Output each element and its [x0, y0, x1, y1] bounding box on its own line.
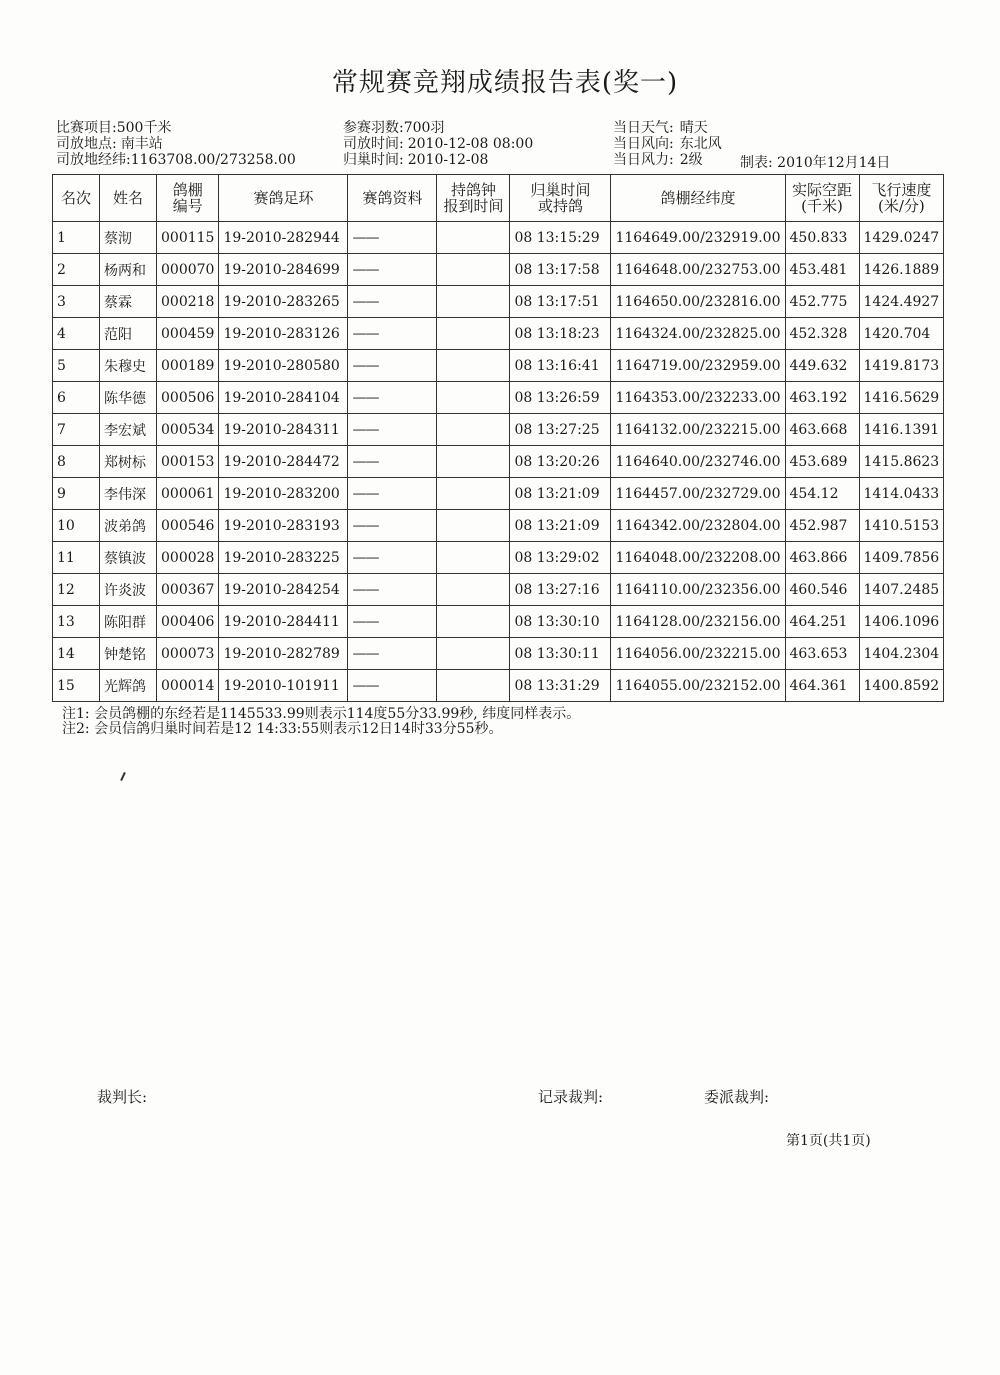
cell-distance: 464.251: [785, 606, 859, 638]
cell-coords: 1164342.00/232804.00: [611, 510, 785, 542]
cell-loft-id: 000028: [157, 542, 219, 574]
cell-speed: 1426.1889: [859, 254, 944, 286]
cell-coords: 1164128.00/232156.00: [611, 606, 785, 638]
cell-ring: 19-2010-284699: [219, 254, 348, 286]
header-line: 名次: [60, 189, 91, 207]
cell-return-time: 08 13:31:29: [510, 670, 611, 702]
cell-rank: 5: [53, 350, 100, 382]
info-row-release-coords: [56, 152, 296, 168]
cell-return-time: 08 13:21:09: [510, 510, 611, 542]
cell-coords: 1164719.00/232959.00: [611, 350, 785, 382]
info-row-wind-force: [613, 152, 722, 168]
cell-distance: 452.328: [785, 318, 859, 350]
cell-loft-id: 000073: [157, 638, 219, 670]
cell-info: ——: [348, 670, 437, 702]
table-row: [53, 318, 944, 350]
results-table: [52, 174, 944, 702]
cell-return-time: 08 13:30:11: [510, 638, 611, 670]
cell-speed: 1419.8173: [859, 350, 944, 382]
table-row: [53, 350, 944, 382]
cell-info: ——: [348, 638, 437, 670]
cell-coords: 1164056.00/232215.00: [611, 638, 785, 670]
chief-judge-label: 裁判长:: [97, 1088, 148, 1106]
cell-return-time: 08 13:27:25: [510, 414, 611, 446]
cell-name: 许炎波: [100, 574, 157, 606]
cell-rank: 8: [53, 446, 100, 478]
cell-speed: 1429.0247: [859, 222, 944, 254]
cell-speed: 1414.0433: [859, 478, 944, 510]
info-value: 2010-12-08 08:00: [407, 136, 534, 152]
pen-mark: [120, 772, 126, 781]
cell-rank: 11: [53, 542, 100, 574]
cell-ring: 19-2010-284104: [219, 382, 348, 414]
cell-rank: 13: [53, 606, 100, 638]
cell-rank: 2: [53, 254, 100, 286]
header-rank: [53, 175, 100, 222]
cell-name: 陈华德: [100, 382, 157, 414]
cell-name: 蔡霖: [100, 286, 157, 318]
cell-coords: 1164324.00/232825.00: [611, 318, 785, 350]
cell-speed: 1415.8623: [859, 446, 944, 478]
cell-distance: 463.866: [785, 542, 859, 574]
cell-clock: [437, 318, 510, 350]
info-label: 当日风向:: [613, 136, 674, 152]
cell-clock: [437, 638, 510, 670]
table-row: [53, 574, 944, 606]
cell-return-time: 08 13:27:16: [510, 574, 611, 606]
table-row: [53, 606, 944, 638]
cell-loft-id: 000189: [157, 350, 219, 382]
info-row-event: [56, 120, 296, 136]
cell-info: ——: [348, 254, 437, 286]
cell-ring: 19-2010-284411: [219, 606, 348, 638]
info-label: 司放地点:: [56, 136, 117, 152]
cell-loft-id: 000070: [157, 254, 219, 286]
cell-loft-id: 000506: [157, 382, 219, 414]
header-line: 实际空距: [791, 181, 852, 199]
cell-name: 范阳: [100, 318, 157, 350]
table-row: [53, 254, 944, 286]
page-number: 第1页(共1页): [786, 1133, 871, 1149]
cell-coords: 1164457.00/232729.00: [611, 478, 785, 510]
table-row: [53, 638, 944, 670]
cell-loft-id: 000218: [157, 286, 219, 318]
cell-ring: 19-2010-284254: [219, 574, 348, 606]
cell-rank: 6: [53, 382, 100, 414]
table-row: [53, 510, 944, 542]
cell-ring: 19-2010-283193: [219, 510, 348, 542]
header-line: 赛鸽资料: [362, 189, 423, 207]
cell-info: ——: [348, 446, 437, 478]
cell-return-time: 08 13:29:02: [510, 542, 611, 574]
cell-distance: 460.546: [785, 574, 859, 606]
cell-rank: 3: [53, 286, 100, 318]
cell-distance: 452.987: [785, 510, 859, 542]
info-value: 2010-12-08: [407, 152, 489, 168]
cell-rank: 4: [53, 318, 100, 350]
cell-speed: 1406.1096: [859, 606, 944, 638]
cell-ring: 19-2010-284472: [219, 446, 348, 478]
assigned-judge-label: 委派裁判:: [704, 1088, 770, 1106]
notes: [62, 707, 580, 737]
table-row: [53, 382, 944, 414]
cell-loft-id: 000534: [157, 414, 219, 446]
cell-return-time: 08 13:17:58: [510, 254, 611, 286]
table-header-row: [53, 175, 944, 222]
cell-ring: 19-2010-284311: [219, 414, 348, 446]
cell-rank: 7: [53, 414, 100, 446]
note-2: 注2: 会员信鸽归巢时间若是12 14:33:55则表示12日14时33分55秒。: [62, 721, 503, 737]
cell-ring: 19-2010-283126: [219, 318, 348, 350]
info-value: 南丰站: [120, 136, 163, 152]
header-line: (千米): [801, 197, 843, 215]
cell-speed: 1416.5629: [859, 382, 944, 414]
table-row: [53, 414, 944, 446]
cell-info: ——: [348, 414, 437, 446]
cell-ring: 19-2010-283265: [219, 286, 348, 318]
table-row: [53, 446, 944, 478]
cell-return-time: 08 13:26:59: [510, 382, 611, 414]
cell-info: ——: [348, 382, 437, 414]
cell-name: 波弟鸽: [100, 510, 157, 542]
cell-loft-id: 000367: [157, 574, 219, 606]
cell-distance: 450.833: [785, 222, 859, 254]
cell-speed: 1420.704: [859, 318, 944, 350]
cell-clock: [437, 670, 510, 702]
cell-return-time: 08 13:21:09: [510, 478, 611, 510]
cell-speed: 1407.2485: [859, 574, 944, 606]
cell-name: 郑树标: [100, 446, 157, 478]
header-distance: [785, 175, 859, 222]
cell-return-time: 08 13:30:10: [510, 606, 611, 638]
info-label: 比赛项目:: [56, 120, 117, 136]
cell-clock: [437, 414, 510, 446]
table-row: [53, 670, 944, 702]
cell-distance: 452.775: [785, 286, 859, 318]
cell-info: ——: [348, 542, 437, 574]
cell-ring: 19-2010-101911: [219, 670, 348, 702]
cell-rank: 1: [53, 222, 100, 254]
cell-distance: 463.668: [785, 414, 859, 446]
recording-judge-label: 记录裁判:: [538, 1088, 604, 1106]
cell-clock: [437, 382, 510, 414]
cell-info: ——: [348, 478, 437, 510]
info-row-release-time: [343, 136, 533, 152]
info-block-left: [56, 120, 296, 168]
cell-ring: 19-2010-282789: [219, 638, 348, 670]
cell-return-time: 08 13:18:23: [510, 318, 611, 350]
table-row: [53, 478, 944, 510]
info-label: 司放时间:: [343, 136, 404, 152]
header-line: 报到时间: [443, 197, 504, 215]
info-block-right: [613, 120, 722, 168]
cell-clock: [437, 542, 510, 574]
cell-clock: [437, 478, 510, 510]
cell-return-time: 08 13:20:26: [510, 446, 611, 478]
header-name: [100, 175, 157, 222]
cell-speed: 1410.5153: [859, 510, 944, 542]
info-value: 2级: [679, 152, 703, 168]
report-title: 常规赛竞翔成绩报告表(奖一): [331, 68, 679, 98]
header-loft-coords: [611, 175, 785, 222]
info-label: 参赛羽数:: [343, 120, 404, 136]
cell-coords: 1164649.00/232919.00: [611, 222, 785, 254]
header-line: 飞行速度: [871, 181, 932, 199]
cell-distance: 464.361: [785, 670, 859, 702]
cell-clock: [437, 222, 510, 254]
cell-rank: 12: [53, 574, 100, 606]
cell-info: ——: [348, 318, 437, 350]
cell-name: 蔡沏: [100, 222, 157, 254]
cell-loft-id: 000014: [157, 670, 219, 702]
header-line: 鸽棚经纬度: [660, 189, 736, 207]
table-body: [53, 222, 944, 702]
info-value: 1163708.00/273258.00: [130, 152, 296, 168]
cell-ring: 19-2010-283225: [219, 542, 348, 574]
cell-loft-id: 000546: [157, 510, 219, 542]
header-line: (米/分): [877, 197, 925, 215]
header-line: 归巢时间: [530, 181, 591, 199]
cell-rank: 15: [53, 670, 100, 702]
cell-info: ——: [348, 606, 437, 638]
cell-coords: 1164048.00/232208.00: [611, 542, 785, 574]
cell-loft-id: 000061: [157, 478, 219, 510]
prepared-date: 制表: 2010年12月14日: [740, 155, 891, 171]
cell-info: ——: [348, 574, 437, 606]
cell-name: 蔡镇波: [100, 542, 157, 574]
table-row: [53, 286, 944, 318]
cell-loft-id: 000153: [157, 446, 219, 478]
cell-rank: 10: [53, 510, 100, 542]
cell-name: 杨两和: [100, 254, 157, 286]
cell-clock: [437, 510, 510, 542]
cell-clock: [437, 606, 510, 638]
cell-ring: 19-2010-282944: [219, 222, 348, 254]
cell-clock: [437, 446, 510, 478]
table-row: [53, 542, 944, 574]
cell-info: ——: [348, 350, 437, 382]
info-value: 晴天: [679, 120, 708, 136]
cell-speed: 1409.7856: [859, 542, 944, 574]
info-row-return-time: [343, 152, 533, 168]
cell-clock: [437, 286, 510, 318]
cell-name: 光辉鸽: [100, 670, 157, 702]
cell-clock: [437, 350, 510, 382]
info-row-entries: [343, 120, 533, 136]
cell-distance: 463.192: [785, 382, 859, 414]
info-label: 归巢时间:: [343, 152, 404, 168]
header-line: 或持鸽: [537, 197, 583, 215]
cell-distance: 463.653: [785, 638, 859, 670]
cell-coords: 1164650.00/232816.00: [611, 286, 785, 318]
header-line: 编号: [172, 197, 203, 215]
cell-speed: 1400.8592: [859, 670, 944, 702]
cell-distance: 449.632: [785, 350, 859, 382]
cell-name: 陈阳群: [100, 606, 157, 638]
info-label: 当日天气:: [613, 120, 674, 136]
table-row: [53, 222, 944, 254]
cell-return-time: 08 13:17:51: [510, 286, 611, 318]
cell-rank: 9: [53, 478, 100, 510]
cell-name: 朱穆史: [100, 350, 157, 382]
cell-name: 李宏斌: [100, 414, 157, 446]
cell-info: ——: [348, 510, 437, 542]
header-line: 赛鸽足环: [253, 189, 314, 207]
cell-speed: 1404.2304: [859, 638, 944, 670]
cell-info: ——: [348, 286, 437, 318]
header-line: 持鸽钟: [450, 181, 496, 199]
cell-return-time: 08 13:15:29: [510, 222, 611, 254]
info-value: 700羽: [403, 120, 445, 136]
cell-clock: [437, 574, 510, 606]
info-row-wind-direction: [613, 136, 722, 152]
cell-speed: 1416.1391: [859, 414, 944, 446]
info-block-mid: [343, 120, 533, 168]
cell-coords: 1164055.00/232152.00: [611, 670, 785, 702]
cell-name: 钟楚铭: [100, 638, 157, 670]
header-line: 姓名: [112, 189, 143, 207]
cell-return-time: 08 13:16:41: [510, 350, 611, 382]
cell-rank: 14: [53, 638, 100, 670]
header-ring-number: [219, 175, 348, 222]
cell-distance: 453.481: [785, 254, 859, 286]
info-label: 司放地经纬:: [56, 152, 131, 168]
cell-loft-id: 000406: [157, 606, 219, 638]
cell-coords: 1164132.00/232215.00: [611, 414, 785, 446]
cell-coords: 1164353.00/232233.00: [611, 382, 785, 414]
cell-speed: 1424.4927: [859, 286, 944, 318]
info-value: 500千米: [116, 120, 172, 136]
header-speed: [859, 175, 944, 222]
header-pigeon-info: [348, 175, 437, 222]
cell-distance: 453.689: [785, 446, 859, 478]
cell-clock: [437, 254, 510, 286]
cell-coords: 1164110.00/232356.00: [611, 574, 785, 606]
note-1: 注1: 会员鸽棚的东经若是1145533.99则表示114度55分33.99秒, 纬度同样表示。: [62, 706, 581, 722]
cell-loft-id: 000115: [157, 222, 219, 254]
cell-name: 李伟深: [100, 478, 157, 510]
cell-coords: 1164648.00/232753.00: [611, 254, 785, 286]
cell-info: ——: [348, 222, 437, 254]
header-line: 鸽棚: [172, 181, 203, 199]
header-return-time: [510, 175, 611, 222]
info-value: 东北风: [679, 136, 722, 152]
cell-ring: 19-2010-280580: [219, 350, 348, 382]
header-clock-time: [437, 175, 510, 222]
cell-coords: 1164640.00/232746.00: [611, 446, 785, 478]
cell-loft-id: 000459: [157, 318, 219, 350]
info-row-weather: [613, 120, 722, 136]
cell-ring: 19-2010-283200: [219, 478, 348, 510]
info-label: 当日风力:: [613, 152, 674, 168]
header-loft-id: [157, 175, 219, 222]
cell-distance: 454.12: [785, 478, 859, 510]
info-row-release-site: [56, 136, 296, 152]
